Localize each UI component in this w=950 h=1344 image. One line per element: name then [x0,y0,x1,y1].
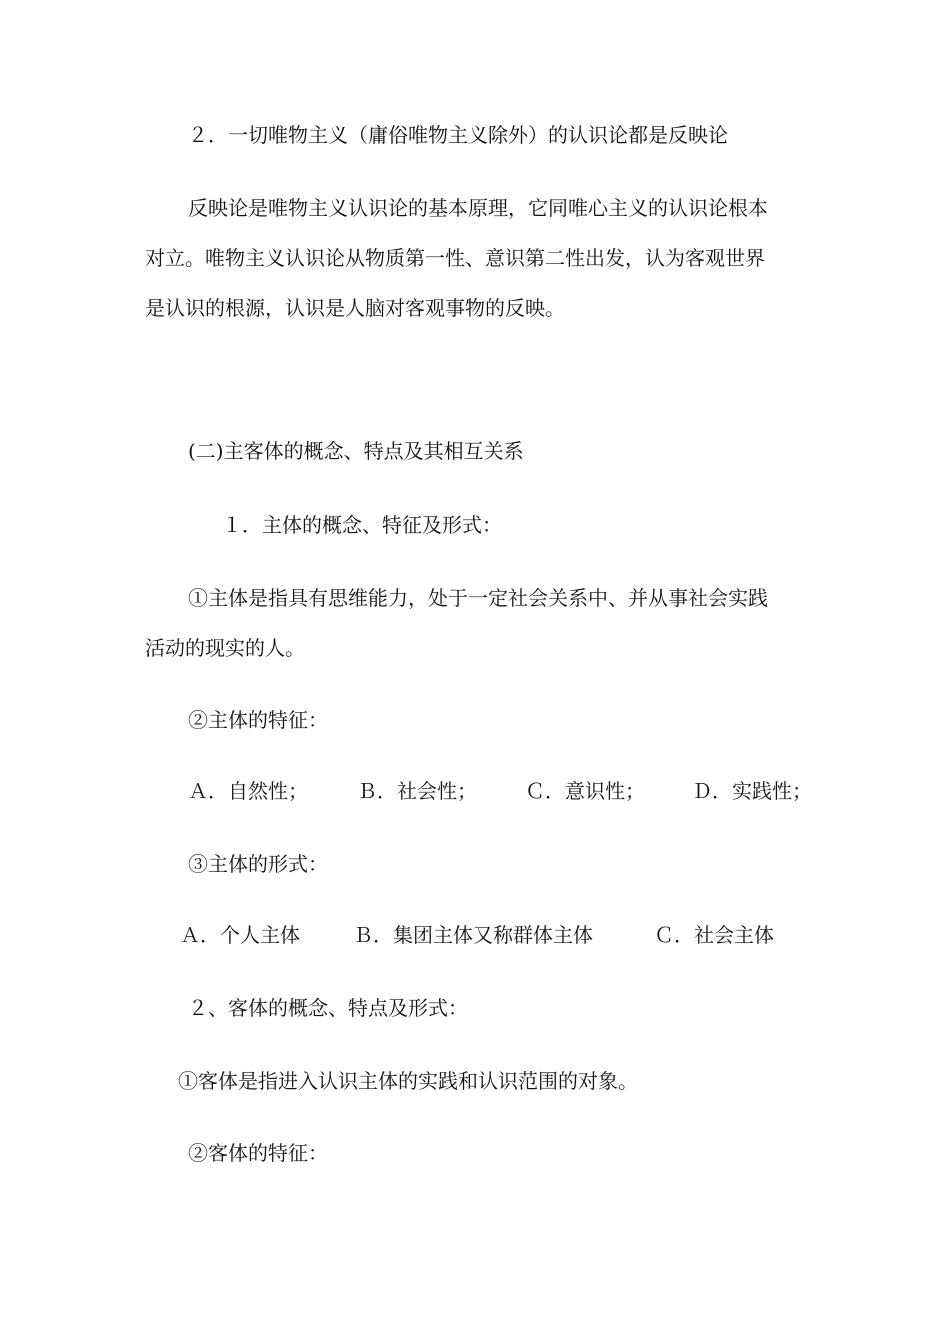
paragraph-line: ①主体是指具有思维能力，处于一定社会关系中、并从事社会实践 [188,586,768,610]
list-heading-subject-forms: ③主体的形式： [188,852,328,876]
paragraph-line: 是认识的根源，认识是人脑对客观事物的反映。 [145,296,565,320]
paragraph-line: 活动的现实的人。 [145,636,305,660]
paragraph-line: 对立。唯物主义认识论从物质第一性、意识第二性出发，认为客观世界 [145,246,765,270]
subject-features-row [0,779,950,803]
list-item: Ｃ．社会主体 [654,923,774,947]
subheading-object: ２、客体的概念、特点及形式： [188,996,468,1020]
subheading-subject: １．主体的概念、特征及形式： [222,513,502,537]
list-item: Ｂ．社会性； [357,779,477,803]
list-heading-subject-features: ②主体的特征： [188,708,328,732]
section-heading-subject-object: (二)主客体的概念、特点及其相互关系 [188,439,524,463]
list-item: Ｂ．集团主体又称群体主体 [353,923,593,947]
paragraph-line: ①客体是指进入认识主体的实践和认识范围的对象。 [178,1069,638,1093]
list-heading-object-features: ②客体的特征： [188,1141,328,1165]
paragraph-line: 反映论是唯物主义认识论的基本原理，它同唯心主义的认识论根本 [188,196,768,220]
section-heading-reflection: ２．一切唯物主义（庸俗唯物主义除外）的认识论都是反映论 [188,123,728,147]
list-item: Ａ．自然性； [188,779,308,803]
subject-forms-row [0,923,950,947]
list-item: Ｃ．意识性； [525,779,645,803]
list-item: Ａ．个人主体 [180,923,300,947]
list-item: Ｄ．实践性； [692,779,812,803]
